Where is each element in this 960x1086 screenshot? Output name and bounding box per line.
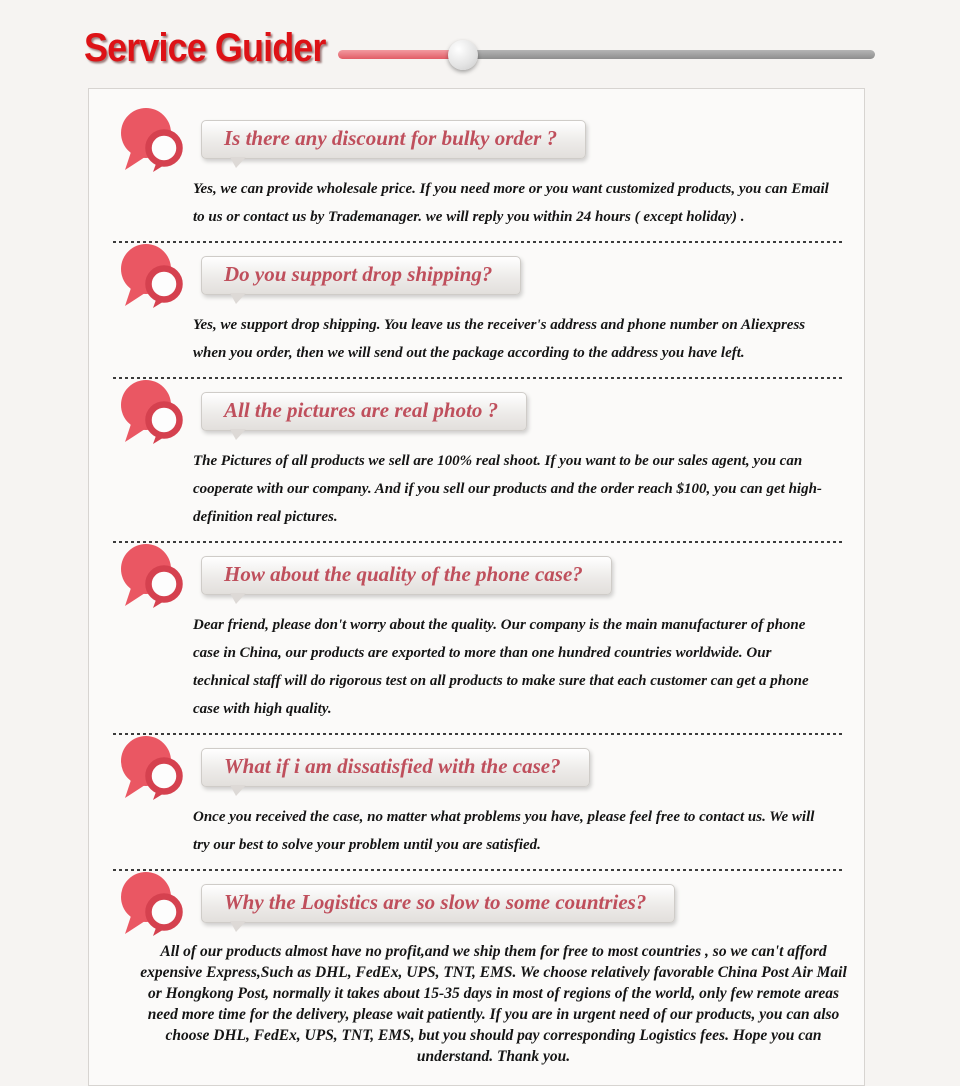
chat-bubbles-icon bbox=[113, 870, 187, 936]
faq-header bbox=[89, 243, 864, 307]
chat-bubbles-icon bbox=[113, 378, 187, 444]
question-bar bbox=[201, 748, 590, 787]
chat-bubbles-icon bbox=[113, 242, 187, 308]
faq-panel bbox=[88, 88, 865, 1086]
faq-section bbox=[89, 243, 864, 367]
faq-header bbox=[89, 107, 864, 171]
question-text: Do you support drop shipping? bbox=[224, 261, 493, 286]
page-title: Service Guider bbox=[84, 26, 326, 70]
chat-bubbles-icon bbox=[113, 106, 187, 172]
question-text: All the pictures are real photo ? bbox=[224, 397, 499, 422]
faq-section bbox=[89, 735, 864, 859]
faq-header bbox=[89, 543, 864, 607]
faq-section bbox=[89, 871, 864, 1067]
question-bar bbox=[201, 556, 612, 595]
question-text: Why the Logistics are so slow to some countries? bbox=[224, 889, 647, 914]
question-bar bbox=[201, 884, 675, 923]
answer-text: All of our products almost have no profit,and we ship them for free to most countries , so we can't afford expensive Express,Such as DHL, FedEx, UPS, TNT, EMS. We choose relatively favorable China Post Air Mail or Hongkong Post, normally it takes about 15-35 days in most of regions of the world, only few remote areas need more time for the delivery, please wait patiently. If you are in urgent need of our products, you can also choose DHL, FedEx, UPS, TNT, EMS, but you should pay corresponding Logistics fees. Hope you can understand. Thank you. bbox=[140, 943, 847, 1065]
question-text: What if i am dissatisfied with the case? bbox=[224, 753, 561, 778]
answer-text: Yes, we can provide wholesale price. If you need more or you want customized products, you can Email to us or contact us by Trademanager. we will reply you within 24 hours ( except holiday) . bbox=[193, 181, 829, 225]
decorative-slider-knob-icon bbox=[448, 40, 478, 70]
answer-text: Once you received the case, no matter what problems you have, please feel free to contact us. We will try our best to solve your problem until you are satisfied. bbox=[193, 809, 815, 853]
decorative-slider-filled-track bbox=[338, 50, 462, 59]
faq-header bbox=[89, 871, 864, 935]
chat-bubbles-icon bbox=[113, 542, 187, 608]
question-bar bbox=[201, 392, 527, 431]
question-bar bbox=[201, 120, 586, 159]
answer-text: Yes, we support drop shipping. You leave us the receiver's address and phone number on Aliexpress when you order, then we will send out the package according to the address you have left. bbox=[193, 317, 806, 361]
faq-header bbox=[89, 379, 864, 443]
decorative-slider-track bbox=[462, 50, 875, 59]
question-bar bbox=[201, 256, 521, 295]
faq-section bbox=[89, 379, 864, 531]
answer-text: The Pictures of all products we sell are 100% real shoot. If you want to be our sales agent, you can cooperate with our company. And if you sell our products and the order reach $100, you can get high-definition real pictures. bbox=[193, 453, 822, 525]
question-text: How about the quality of the phone case? bbox=[224, 561, 583, 586]
faq-section bbox=[89, 543, 864, 723]
answer-text: Dear friend, please don't worry about the quality. Our company is the main manufacturer of phone case in China, our products are exported to more than one hundred countries worldwide. Our technical staff will do rigorous test on all products to make sure that each customer can get a phone case with high quality. bbox=[193, 617, 809, 717]
chat-bubbles-icon bbox=[113, 734, 187, 800]
faq-section bbox=[89, 107, 864, 231]
faq-header bbox=[89, 735, 864, 799]
question-text: Is there any discount for bulky order ? bbox=[224, 125, 558, 150]
